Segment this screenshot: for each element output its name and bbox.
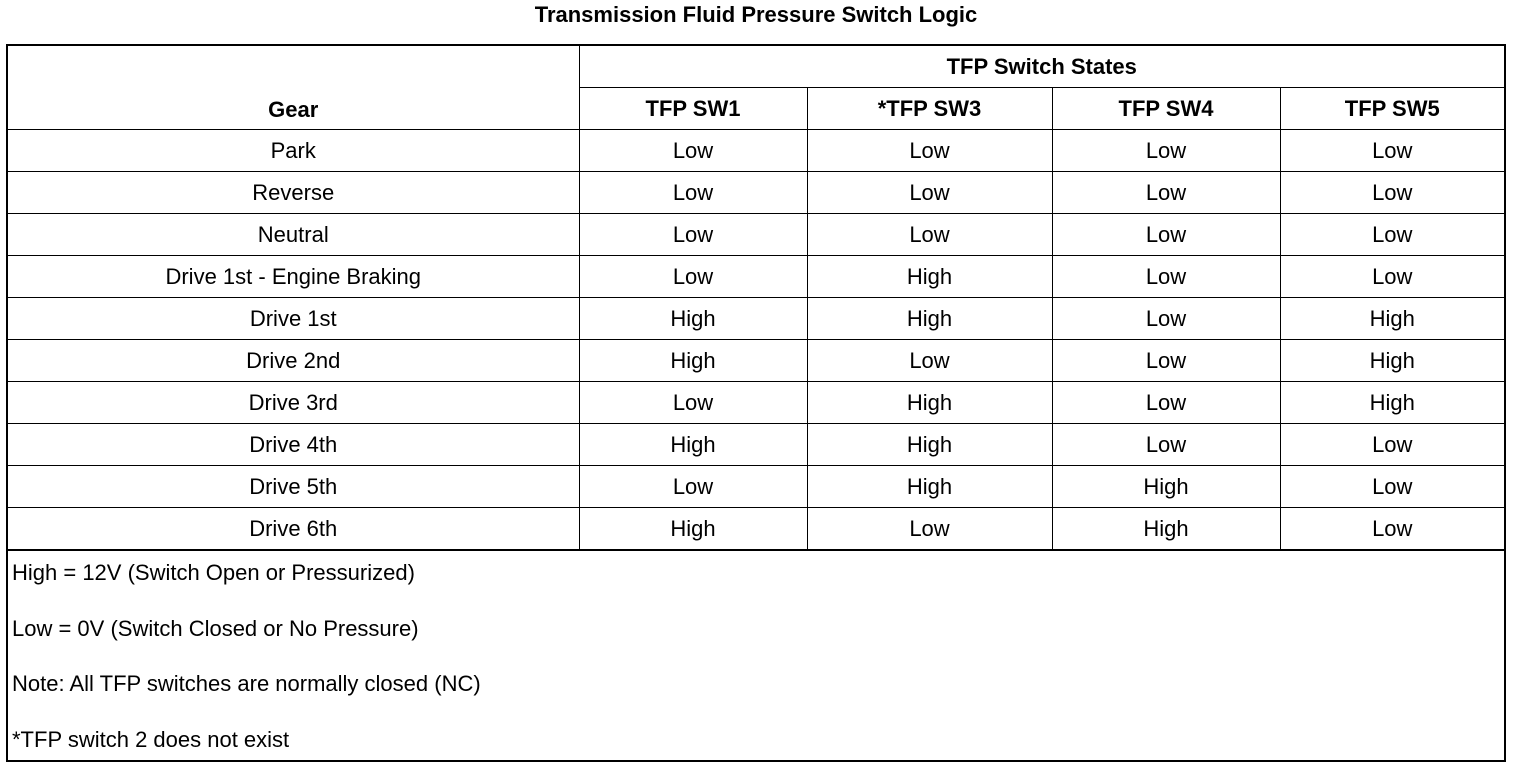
tfp-sw5-header: TFP SW5 (1280, 88, 1504, 130)
table-row (8, 508, 1504, 550)
sw5-cell: High (1280, 382, 1504, 424)
note-low-definition: Low = 0V (Switch Closed or No Pressure) (12, 607, 1504, 663)
sw3-cell: High (807, 382, 1052, 424)
tfp-sw3-header: *TFP SW3 (807, 88, 1052, 130)
table-row (8, 256, 1504, 298)
sw4-cell: Low (1052, 172, 1280, 214)
sw3-cell: High (807, 466, 1052, 508)
sw1-cell: High (579, 424, 807, 466)
table-row (8, 130, 1504, 172)
sw1-cell: Low (579, 466, 807, 508)
sw4-cell: Low (1052, 424, 1280, 466)
sw4-cell: Low (1052, 298, 1280, 340)
gear-column-header: Gear (8, 46, 579, 130)
sw3-cell: Low (807, 214, 1052, 256)
gear-cell: Drive 4th (8, 424, 579, 466)
sw3-cell: Low (807, 508, 1052, 550)
table-row (8, 298, 1504, 340)
group-header-row (8, 46, 1504, 88)
switch-logic-table (8, 46, 1504, 550)
sw4-cell: Low (1052, 130, 1280, 172)
sw1-cell: Low (579, 172, 807, 214)
tfp-sw1-header: TFP SW1 (579, 88, 807, 130)
sw4-cell: High (1052, 466, 1280, 508)
sw1-cell: High (579, 340, 807, 382)
switch-states-group-header: TFP Switch States (579, 46, 1504, 88)
sw1-cell: Low (579, 130, 807, 172)
sw3-cell: Low (807, 130, 1052, 172)
table-row (8, 214, 1504, 256)
sw3-cell: High (807, 298, 1052, 340)
tfp-sw4-header: TFP SW4 (1052, 88, 1280, 130)
sw4-cell: High (1052, 508, 1280, 550)
sw5-cell: Low (1280, 424, 1504, 466)
table-row (8, 172, 1504, 214)
sw5-cell: Low (1280, 256, 1504, 298)
table-row (8, 424, 1504, 466)
sw3-cell: Low (807, 172, 1052, 214)
gear-cell: Drive 1st - Engine Braking (8, 256, 579, 298)
sw5-cell: Low (1280, 172, 1504, 214)
sw1-cell: High (579, 508, 807, 550)
note-high-definition: High = 12V (Switch Open or Pressurized) (12, 551, 1504, 607)
sw1-cell: High (579, 298, 807, 340)
sw4-cell: Low (1052, 382, 1280, 424)
sw1-cell: Low (579, 214, 807, 256)
sw5-cell: High (1280, 340, 1504, 382)
gear-cell: Drive 3rd (8, 382, 579, 424)
sw4-cell: Low (1052, 340, 1280, 382)
sw3-cell: High (807, 256, 1052, 298)
gear-cell: Drive 5th (8, 466, 579, 508)
table-row (8, 466, 1504, 508)
sw1-cell: Low (579, 256, 807, 298)
table-row (8, 382, 1504, 424)
gear-cell: Drive 1st (8, 298, 579, 340)
gear-cell: Reverse (8, 172, 579, 214)
sw5-cell: Low (1280, 466, 1504, 508)
sw3-cell: Low (807, 340, 1052, 382)
gear-cell: Park (8, 130, 579, 172)
gear-cell: Drive 2nd (8, 340, 579, 382)
note-normally-closed: Note: All TFP switches are normally closed (NC) (12, 662, 1504, 718)
gear-cell: Drive 6th (8, 508, 579, 550)
sw1-cell: Low (579, 382, 807, 424)
sw3-cell: High (807, 424, 1052, 466)
sw4-cell: Low (1052, 214, 1280, 256)
notes-section (8, 550, 1504, 773)
switch-logic-table-frame (6, 44, 1506, 762)
sw4-cell: Low (1052, 256, 1280, 298)
sw5-cell: High (1280, 298, 1504, 340)
gear-cell: Neutral (8, 214, 579, 256)
sw5-cell: Low (1280, 214, 1504, 256)
document-title: Transmission Fluid Pressure Switch Logic (0, 0, 1512, 32)
note-switch-2: *TFP switch 2 does not exist (12, 718, 1504, 773)
table-row (8, 340, 1504, 382)
sw5-cell: Low (1280, 130, 1504, 172)
sw5-cell: Low (1280, 508, 1504, 550)
